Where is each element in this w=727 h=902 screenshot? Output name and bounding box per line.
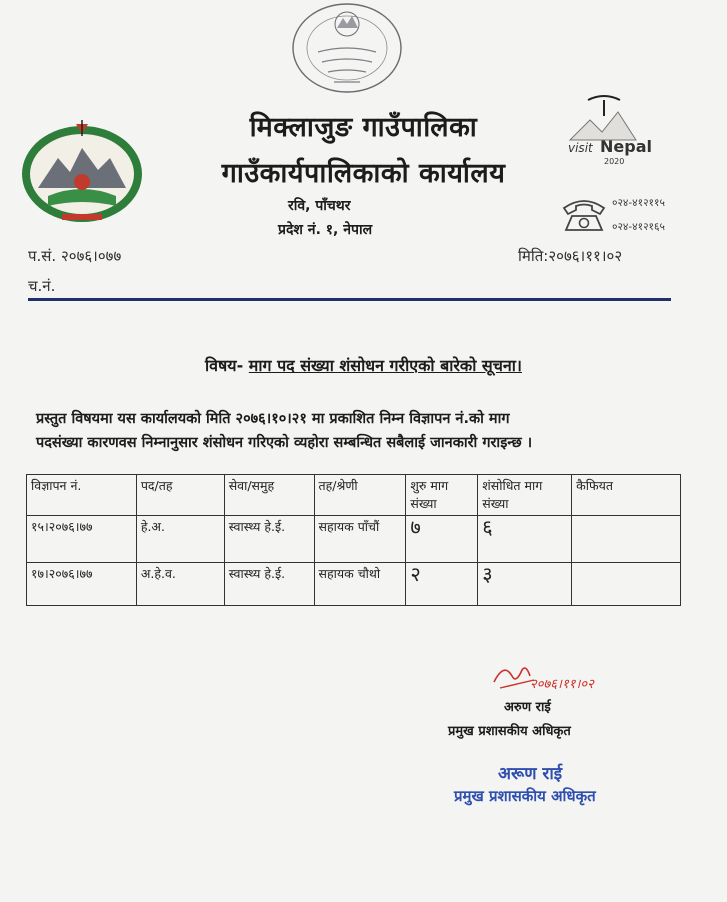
office-subtitle: गाउँकार्यपालिकाको कार्यालय xyxy=(221,158,506,189)
table-row xyxy=(27,516,681,563)
office-name: मिक्लाजुङ गाउँपालिका xyxy=(249,112,478,143)
stamp-signer-designation: प्रमुख प्रशासकीय अधिकृत xyxy=(454,787,596,805)
signature-date: २०७६।११।०२ xyxy=(530,677,594,692)
signer-name: अरुण राई xyxy=(504,700,551,715)
subject-prefix: विषय- xyxy=(205,356,244,375)
table-header-cell: तह/श्रेणी xyxy=(314,475,406,516)
table-cell xyxy=(572,563,681,606)
letter-date: मिति:२०७६।११।०२ xyxy=(518,247,623,265)
patra-sankhya: प.सं. २०७६।०७७ xyxy=(28,247,122,265)
header-divider xyxy=(28,298,671,301)
address-line-1: रवि, पाँचथर xyxy=(288,198,351,214)
telephone-icon xyxy=(560,196,608,234)
table-header-cell: विज्ञापन नं. xyxy=(27,475,137,516)
municipality-stamp-icon xyxy=(288,0,406,96)
svg-text:visit: visit xyxy=(568,141,593,155)
table-cell: ३ xyxy=(478,563,572,606)
table-header-row xyxy=(27,475,681,516)
handwritten-signature xyxy=(486,658,606,698)
signer-designation: प्रमुख प्रशासकीय अधिकृत xyxy=(448,724,571,739)
table-cell: स्वास्थ्य हे.ई. xyxy=(224,563,314,606)
body-line-2: पदसंख्या कारणवस निम्नानुसार शंसोधन गरिएको व्यहोरा सम्बन्धित सबैलाई जानकारी गराइन्छ । xyxy=(36,435,533,451)
table-cell: स्वास्थ्य हे.ई. xyxy=(224,516,314,563)
stamp-signer-name: अरूण राई xyxy=(498,764,563,784)
vacancy-revision-table xyxy=(26,474,681,606)
phone-number-2: ०२४-४१२१६५ xyxy=(612,221,665,233)
table-header-cell: सेवा/समुह xyxy=(224,475,314,516)
table-header-cell: शंसोधित माग संख्या xyxy=(478,475,572,516)
table-cell: ७ xyxy=(406,516,478,563)
table-cell: १५।२०७६।७७ xyxy=(27,516,137,563)
table-header-cell: कैफियत xyxy=(572,475,681,516)
address-line-2: प्रदेश नं. १, नेपाल xyxy=(278,222,373,238)
subject-text: माग पद संख्या शंसोधन गरीएको बारेको सूचना। xyxy=(248,356,522,375)
phone-number-1: ०२४-४१२११५ xyxy=(612,197,665,209)
table-cell: २ xyxy=(406,563,478,606)
table-header-cell: पद/तह xyxy=(136,475,224,516)
svg-text:2020: 2020 xyxy=(604,157,625,166)
body-line-1: प्रस्तुत विषयमा यस कार्यालयको मिति २०७६।१०।२१ मा प्रकाशित निम्न विज्ञापन नं.को माग xyxy=(36,411,510,427)
table-cell: ६ xyxy=(478,516,572,563)
table-cell: १७।२०७६।७७ xyxy=(27,563,137,606)
table-row xyxy=(27,563,681,606)
svg-text:Nepal: Nepal xyxy=(600,137,652,156)
table-cell: हे.अ. xyxy=(136,516,224,563)
subject-line xyxy=(0,354,727,376)
table-cell: अ.हे.व. xyxy=(136,563,224,606)
table-cell: सहायक पाँचौं xyxy=(314,516,406,563)
table-cell: सहायक चौथो xyxy=(314,563,406,606)
table-cell xyxy=(572,516,681,563)
chalani-number: च.नं. xyxy=(28,277,56,295)
table-header-cell: शुरु माग संख्या xyxy=(406,475,478,516)
